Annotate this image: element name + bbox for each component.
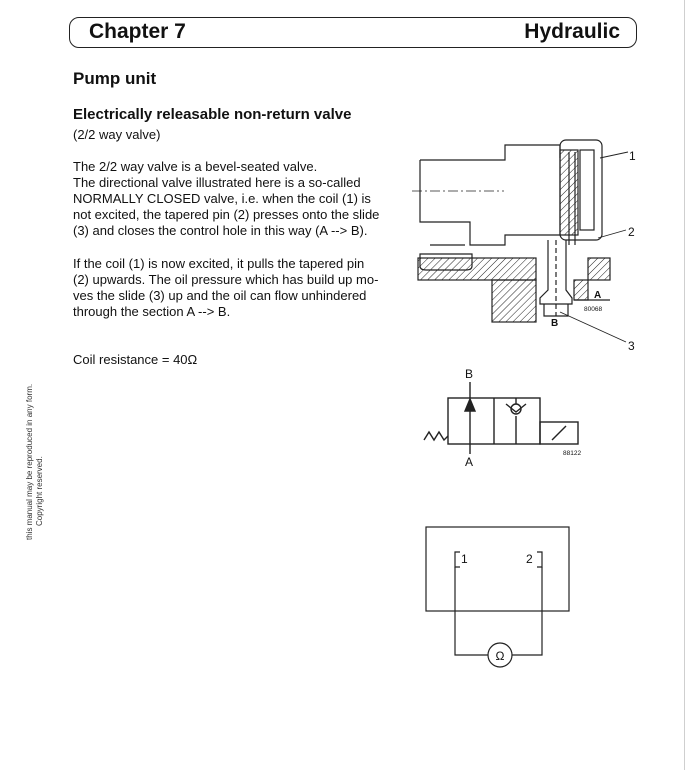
text-line: If the coil (1) is now excited, it pulls the tapered pin xyxy=(73,256,365,271)
connector-housing xyxy=(420,145,560,245)
text-line: The 2/2 way valve is a bevel-seated valve. xyxy=(73,159,318,174)
flow-arrow-head xyxy=(465,399,475,411)
symbol-port-b-label: B xyxy=(465,367,474,381)
valve-body-lower-right xyxy=(574,280,588,300)
callout-1-label: 1 xyxy=(629,149,636,163)
callout-3-label: 3 xyxy=(628,339,635,353)
valve-port-b-label: B xyxy=(551,318,559,329)
coil-outline xyxy=(580,150,594,230)
check-valve-seat xyxy=(506,404,526,412)
subsection-title: Electrically releasable non-return valve xyxy=(73,106,352,123)
valve-port-a-label: A xyxy=(594,290,602,301)
text-line: not excited, the tapered pin (2) presses onto the slide xyxy=(73,207,380,222)
hydraulic-symbol-figure xyxy=(424,382,578,454)
text-line: (3) and closes the control hole in this way (A --> B). xyxy=(73,223,368,238)
text-line: through the section A --> B. xyxy=(73,304,231,319)
pin-2-bracket xyxy=(537,552,542,567)
valve-body-lower-left xyxy=(492,280,536,322)
pin-2-label: 2 xyxy=(526,552,533,566)
pin-1-bracket xyxy=(455,552,460,567)
spring-symbol xyxy=(424,432,448,440)
callout-3-leader xyxy=(560,312,626,342)
side-note-line: this manual may be reproduced in any form. xyxy=(25,383,34,540)
section-title: Pump unit xyxy=(73,69,157,88)
circuit-box xyxy=(426,527,569,611)
coil-resistance: Coil resistance = 40Ω xyxy=(73,352,198,367)
chapter-label: Chapter 7 xyxy=(89,20,186,43)
valve-body-left xyxy=(418,258,536,280)
text-line: NORMALLY CLOSED valve, i.e. when the coil (1) is xyxy=(73,191,371,206)
callout-2-label: 2 xyxy=(628,225,635,239)
text-line: The directional valve illustrated here is a so-called xyxy=(73,175,361,190)
symbol-port-a-label: A xyxy=(465,455,474,469)
callout-1-leader xyxy=(600,152,628,158)
text-line: (2) upwards. The oil pressure which has build up mo- xyxy=(73,272,379,287)
pin-1-label: 1 xyxy=(461,552,468,566)
chapter-topic: Hydraulic xyxy=(524,20,620,43)
valve-figure-code: 80068 xyxy=(584,306,603,313)
subsection-subtitle: (2/2 way valve) xyxy=(73,127,161,142)
text-line: ves the slide (3) up and the oil can flow unhindered xyxy=(73,288,367,303)
symbol-figure-code: 88122 xyxy=(563,450,582,457)
valve-body-right xyxy=(588,258,610,280)
ohm-icon: Ω xyxy=(495,649,505,663)
side-note-line: Copyright reserved. xyxy=(35,456,44,526)
solenoid-symbol-slash xyxy=(552,426,566,440)
coil-measurement-circuit xyxy=(426,527,569,667)
